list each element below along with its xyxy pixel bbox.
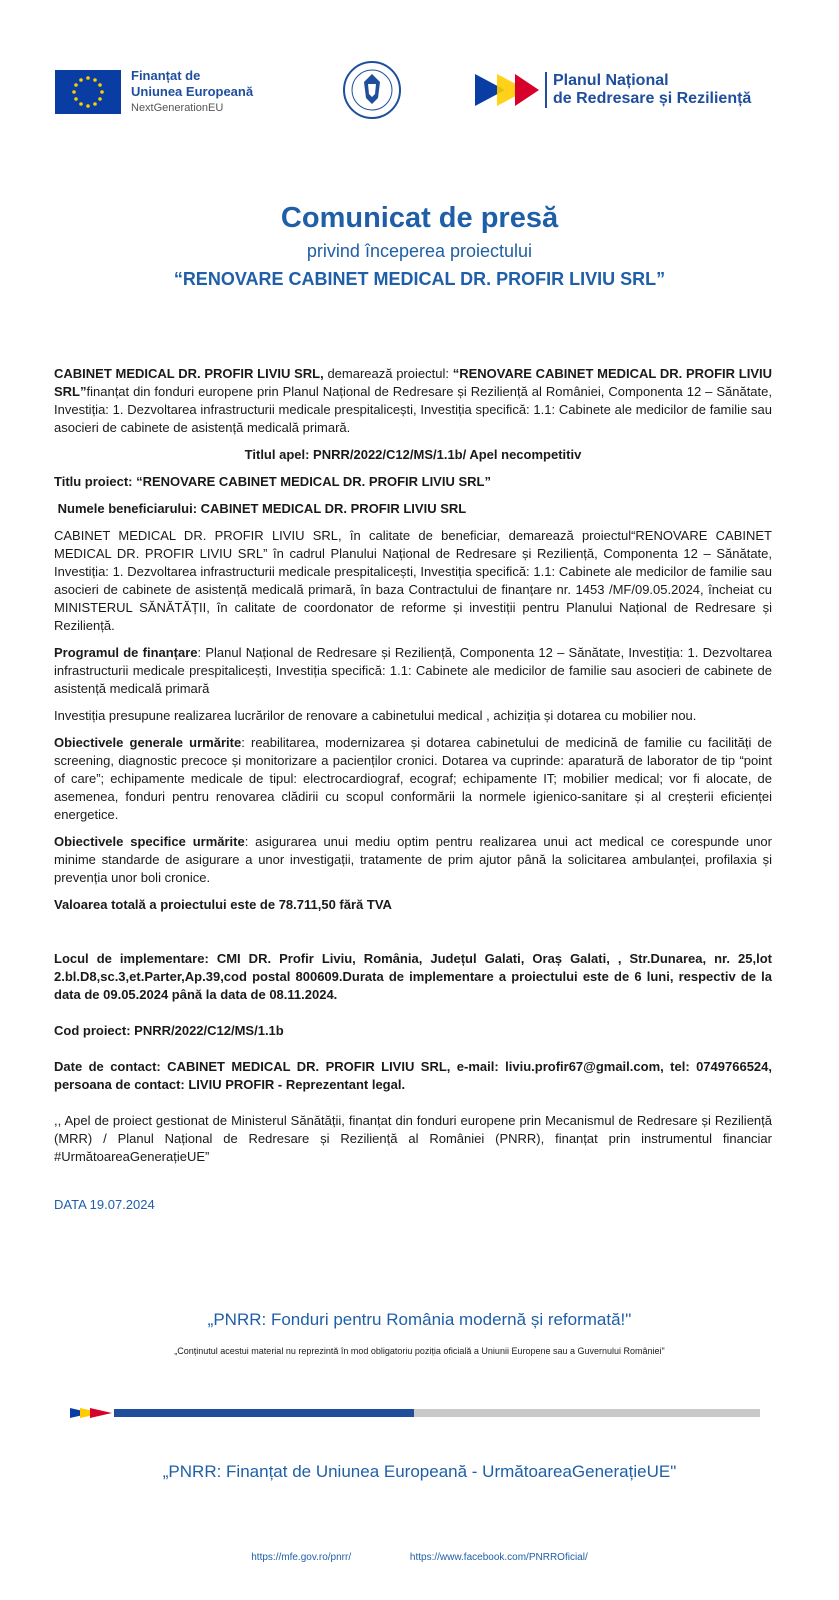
specific-objectives-label: Obiectivele specifice urmărite [54,834,245,849]
project-code: Cod proiect: PNRR/2022/C12/MS/1.1b [54,1023,284,1038]
general-objectives-label: Obiectivele generale urmărite [54,735,242,750]
managed-paragraph: ,, Apel de proiect gestionat de Ministerul Sănătății, finanțat din fonduri europene prin Mecanismul de Redresare și Reziliență (MRR) / Planul Național de Redresare și Reziliență al României (PNRR), finanțat prin instrumentul financiar #UrmătoareaGenerațieUE” [54,1113,772,1164]
project-value: Valoarea totală a proiectului este de 78.711,50 fără TVA [54,897,392,912]
intro-text2: finanțat din fonduri europene prin Planul Național de Redresare și Reziliență al României, Componenta 12 – Sănătate, Investiția: 1. Dezvoltarea infrastructurii medicale prespitalicești, Investiția specifică: 1.1: Cabinete ale medicilor de familie sau asocieri de cabinete de asistență medicală primară. [54,384,772,435]
pnrr-arrow-icon [475,70,539,110]
program-label: Programul de finanțare [54,645,198,660]
intro-project: “RENOVARE CABINET MEDICAL DR. PROFIR LIVIU SRL” [54,366,773,399]
release-date: DATA 19.07.2024 [54,1197,155,1212]
pnrr-logo [475,70,751,110]
eu-text-line2: Uniunea Europeană [131,84,254,99]
pnrr-text-line1: Planul Național [553,72,669,89]
beneficiary-line: Numele beneficiarului: CABINET MEDICAL DR. PROFIR LIVIU SRL [57,501,467,516]
program-paragraph: Programul de finanțare: Planul Național de Redresare și Reziliență, Componenta 12 – Sănătate, Investiția: 1. Dezvoltarea infrastructurii medicale prespitalicești, Investiția specifică: 1.1: Cabinete ale medicilor de familie sau asocieri de cabinete de asistență medicală primară [54,645,772,696]
press-release-body [54,365,772,1223]
footer-disclaimer: „Conținutul acestui material nu reprezintă în mod obligatoriu poziția oficială a Uniunii Europene sau a Guvernului României" [174,1346,665,1356]
government-seal-icon [342,60,402,120]
beneficiary-paragraph: CABINET MEDICAL DR. PROFIR LIVIU SRL, în calitate de beneficiar, demarează proiectul“RENOVARE CABINET MEDICAL DR. PROFIR LIVIU SRL” în cadrul Planului Național de Redresare și Reziliență, Componenta 12 – Sănătate, Investiția: 1. Dezvoltarea infrastructurii medicale prespitalicești, Investiția specifică: 1.1: Cabinete ale medicilor de familie sau asocieri de cabinete de asistență medicală primară, în baza Contractului de finanțare nr. 1453 /MF/09.05.2024, încheiat cu MINISTERUL SĂNĂTĂȚII, în calitate de coordonator de reforme și investiții pentru Planului Național de Redresare și Reziliență. [54,528,772,633]
pnrr-text-line2: de Redresare și Reziliență [553,90,752,107]
specific-objectives-paragraph: Obiectivele specifice urmărite: asigurarea unui mediu optim pentru realizarea unui act medical ce corespunde unor minime standarde de asigurare a unor investigații, tratamente de prim ajutor până la solicitarea ambulanței, profilaxia și prevenția unor boli cronice. [54,834,772,885]
project-name-heading: “RENOVARE CABINET MEDICAL DR. PROFIR LIVIU SRL” [173,269,666,289]
title-block [0,200,839,290]
eu-text-line1: Finanțat de [131,68,201,83]
page-title: Comunicat de presă [280,202,559,234]
project-title-line: Titlu proiect: “RENOVARE CABINET MEDICAL DR. PROFIR LIVIU SRL” [54,474,491,489]
link-facebook[interactable]: https://www.facebook.com/PNRROficial/ [409,1552,588,1563]
link-mfe[interactable]: https://mfe.gov.ro/pnrr/ [251,1552,352,1563]
intro-text1: demarează proiectul: [323,366,453,381]
footer-stripe-decoration [70,1406,760,1420]
general-objectives-paragraph: Obiectivele generale urmărite: reabilitarea, modernizarea și dotarea cabinetului de medicină de familie cu facilități de screening, diagnostic precoce și monitorizare a pacienților cronici. Dotarea va cuprinde: aparatură de laborator de tip “point of care”; echipamente medicale de tipul: electrocardiograf, ecograf; echipamente IT; mobilier medical; vor fi alocate, de asemenea, fonduri pentru renovarea clădirii cu scopul conformării la normele igienico-sanitare și al creșterii eficienței energetice. [54,735,772,822]
logo-bar [0,60,839,130]
eu-flag-icon [55,70,121,114]
footer-slogan-eu: „PNRR: Finanțat de Uniunea Europeană - UrmătoareaGenerațieUE" [162,1462,677,1481]
intro-paragraph [54,365,772,437]
eu-logo [55,68,253,116]
investment-paragraph: Investiția presupune realizarea lucrărilor de renovare a cabinetului medical , achiziția și dotarea cu mobilier nou. [54,708,697,723]
contact-paragraph: Date de contact: CABINET MEDICAL DR. PROFIR LIVIU SRL, e-mail: liviu.profir67@gmail.com, tel: 0749766524, persoana de contact: LIVIU PROFIR - Reprezentant legal. [54,1059,772,1092]
page-subtitle: privind începerea proiectului [306,241,533,261]
eu-text-line3: NextGenerationEU [131,102,224,114]
intro-company: CABINET MEDICAL DR. PROFIR LIVIU SRL, [54,366,324,381]
location-paragraph: Locul de implementare: CMI DR. Profir Liviu, România, Județul Galati, Oraș Galati, , Str.Dunarea, nr. 25,lot 2.bl.D8,sc.3,et.Parter,Ap.39,cod postal 800609.Durata de implementare a proiectului este de 6 luni, respectiv de la data de 09.05.2024 până la data de 08.11.2024. [54,951,772,1002]
call-title: Titlul apel: PNRR/2022/C12/MS/1.1b/ Apel necompetitiv [244,447,582,462]
footer-links [0,1552,839,1563]
footer-slogan: „PNRR: Fonduri pentru România modernă și reformată!" [207,1310,632,1329]
